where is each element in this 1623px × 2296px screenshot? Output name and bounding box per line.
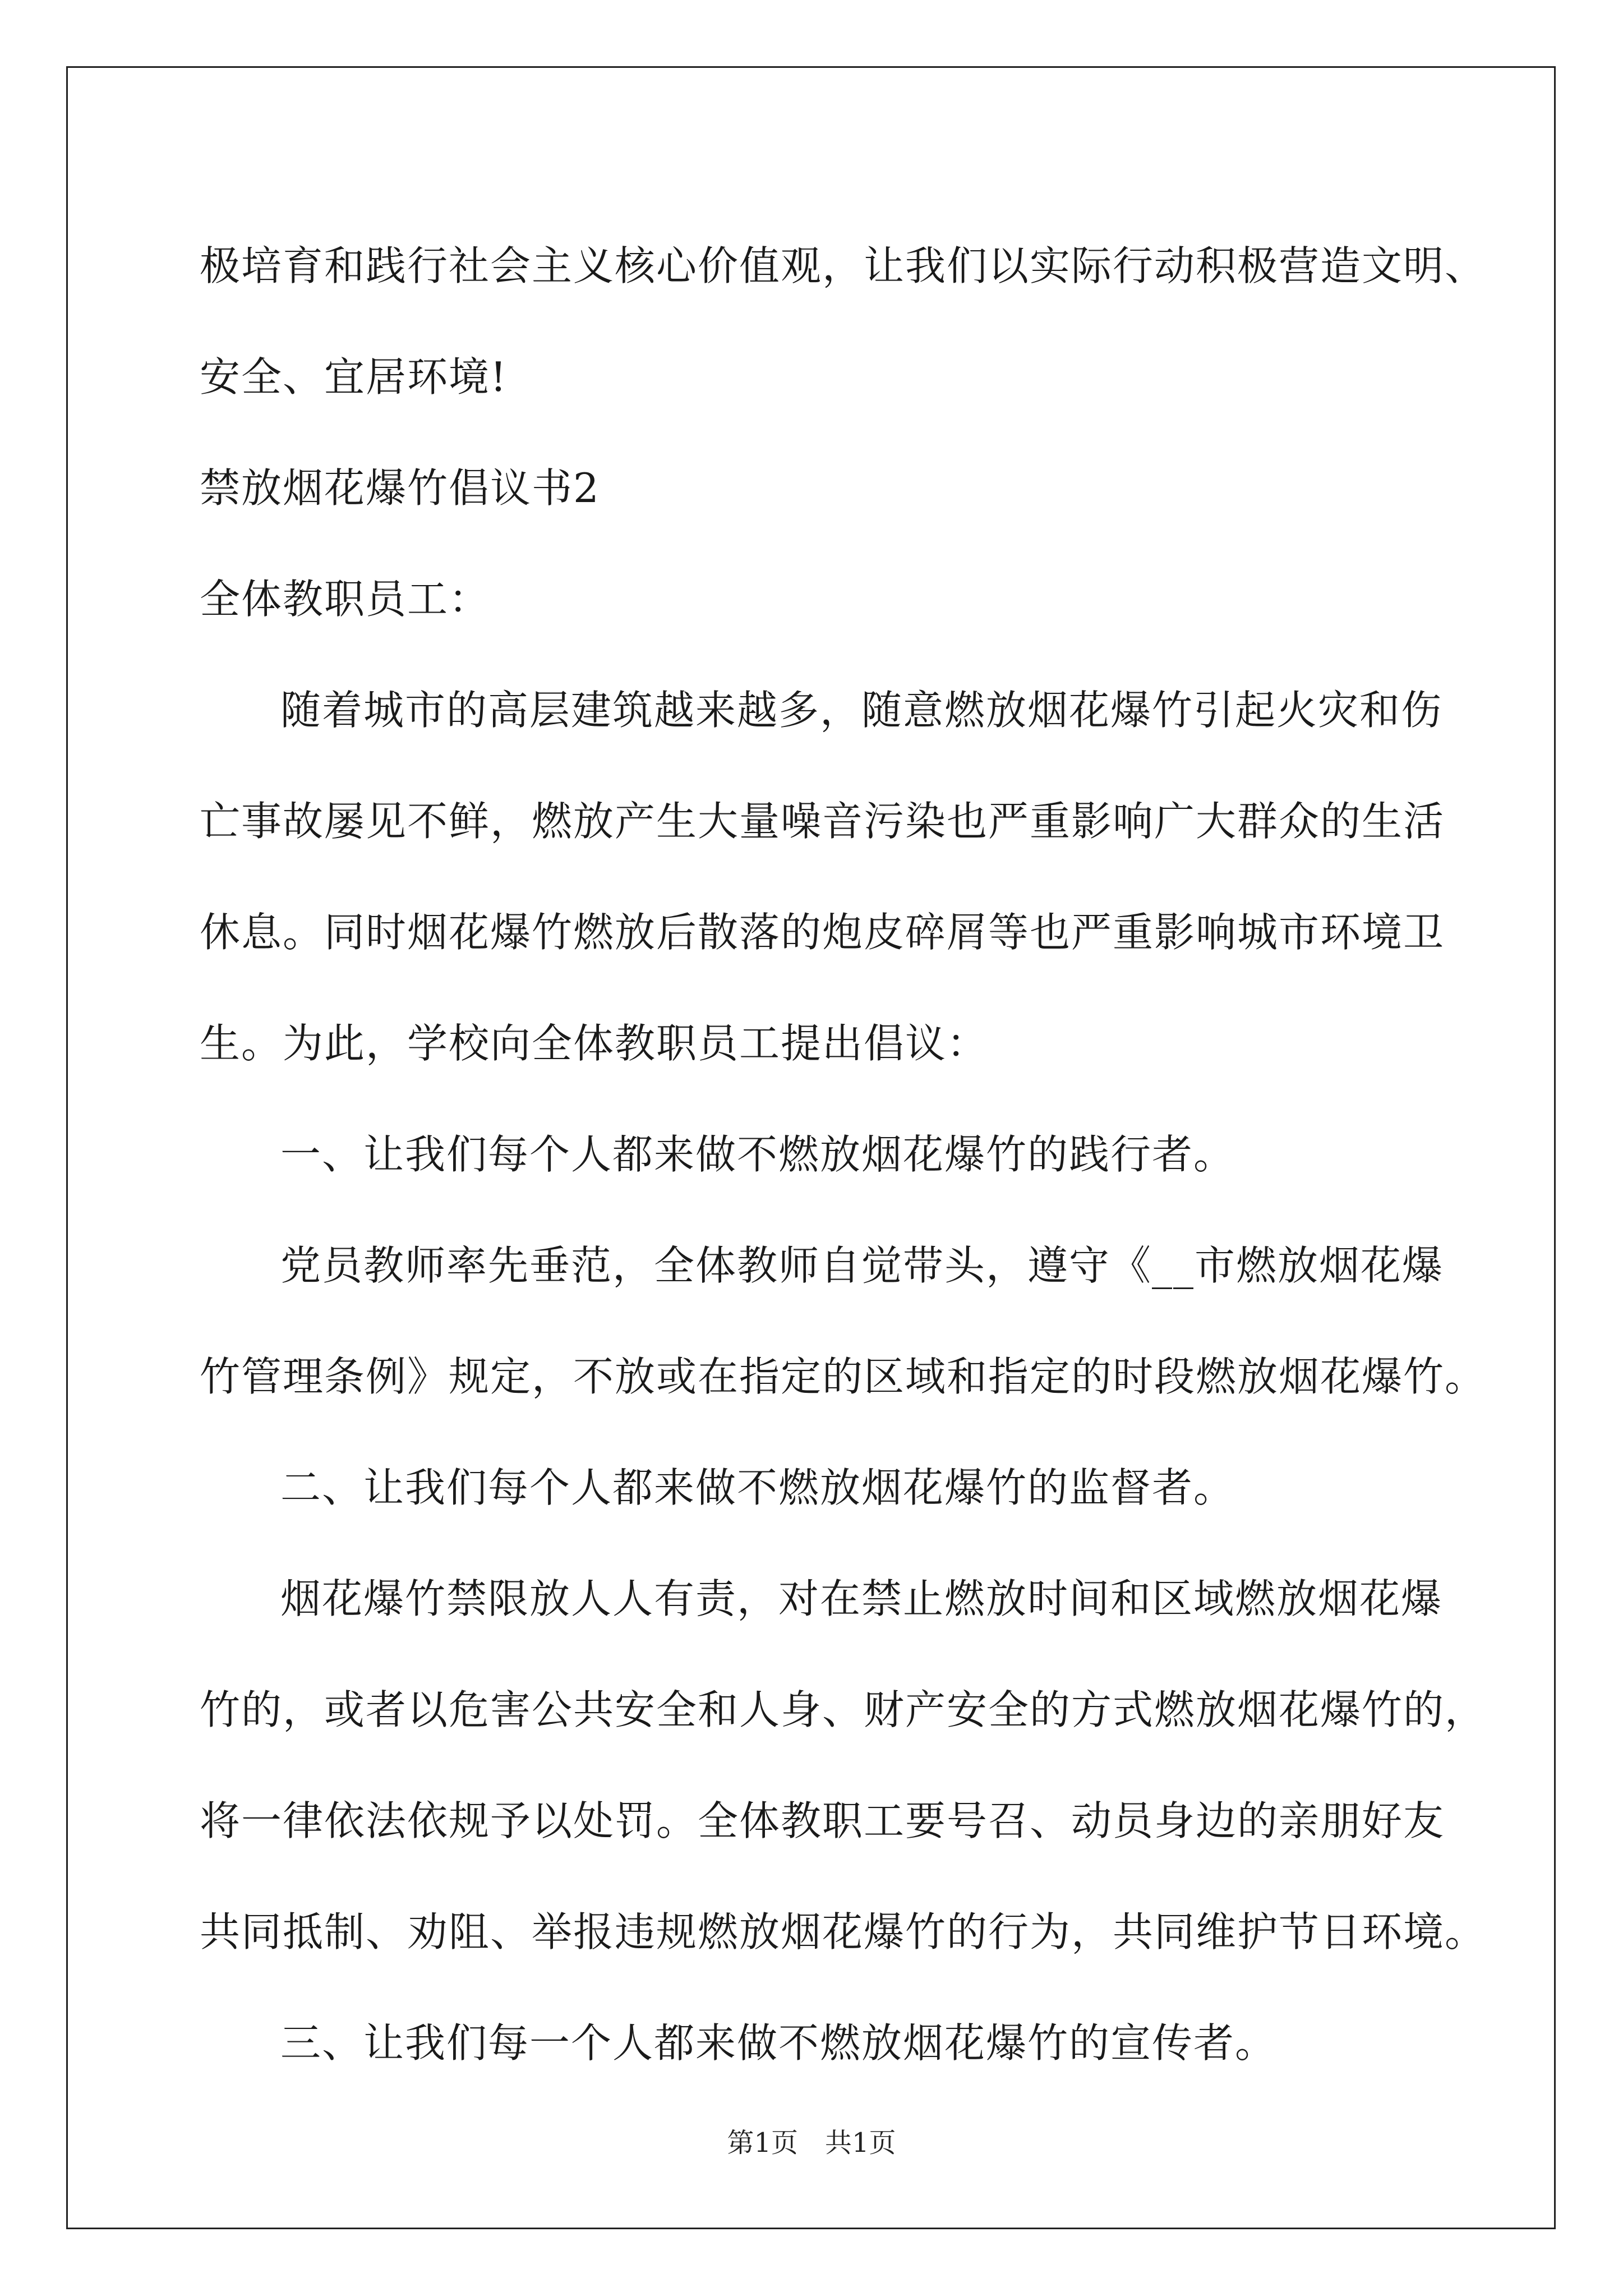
page-footer: 第1页 共1页 <box>727 2127 896 2159</box>
section-title: 禁放烟花爆竹倡议书2 <box>200 464 600 512</box>
text-line: 生。为此，学校向全体教职员工提出倡议： <box>200 1020 989 1067</box>
heading-item-1: 一、让我们每个人都来做不燃放烟花爆竹的践行者。 <box>280 1131 1235 1178</box>
text-line: 将一律依法依规予以处罚。全体教职工要号召、动员身边的亲朋好友 <box>200 1797 1445 1844</box>
text-line: 休息。同时烟花爆竹燃放后散落的炮皮碎屑等也严重影响城市环境卫 <box>200 909 1445 956</box>
text-line: 安全、宜居环境! <box>200 353 508 401</box>
heading-item-2: 二、让我们每个人都来做不燃放烟花爆竹的监督者。 <box>280 1464 1235 1511</box>
text-line: 共同抵制、劝阻、举报违规燃放烟花爆竹的行为，共同维护节日环境。 <box>200 1908 1487 1955</box>
text-line: 极培育和践行社会主义核心价值观，让我们以实际行动积极营造文明、 <box>200 242 1487 289</box>
text-line: 亡事故屡见不鲜，燃放产生大量噪音污染也严重影响广大群众的生活 <box>200 798 1445 845</box>
text-line: 竹的，或者以危害公共安全和人身、财产安全的方式燃放烟花爆竹的， <box>200 1686 1487 1733</box>
text-line: 随着城市的高层建筑越来越多，随意燃放烟花爆竹引起火灾和伤 <box>280 687 1443 734</box>
text-line: 党员教师率先垂范，全体教师自觉带头，遵守《__市燃放烟花爆 <box>280 1242 1444 1289</box>
text-line: 烟花爆竹禁限放人人有责，对在禁止燃放时间和区域燃放烟花爆 <box>280 1575 1443 1622</box>
heading-item-3: 三、让我们每一个人都来做不燃放烟花爆竹的宣传者。 <box>280 2019 1277 2067</box>
text-line: 竹管理条例》规定，不放或在指定的区域和指定的时段燃放烟花爆竹。 <box>200 1353 1487 1400</box>
salutation: 全体教职员工： <box>200 576 491 623</box>
document-body <box>200 210 1487 2099</box>
